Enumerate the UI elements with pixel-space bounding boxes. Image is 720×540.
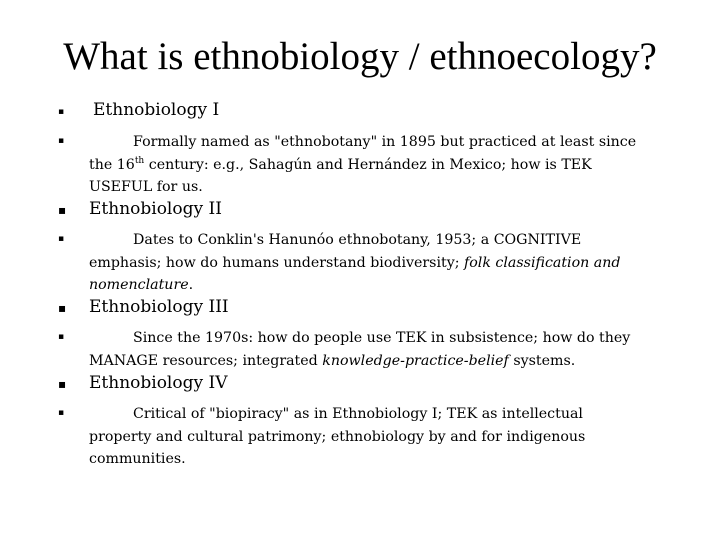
bullet-icon: ▪	[58, 234, 65, 244]
section-body: Critical of "biopiracy" as in Ethnobiology I; TEK as intellectual property and cultural patrimony; ethnobiology by and for indigenous communities.	[89, 406, 586, 467]
bullet-icon: ▪	[58, 107, 65, 117]
bullet-icon: ▪	[58, 377, 67, 391]
bullet-icon: ▪	[58, 203, 67, 217]
section-heading: Ethnobiology III	[89, 297, 229, 317]
section-heading: Ethnobiology IV	[89, 373, 228, 393]
bullet-icon: ▪	[58, 408, 65, 418]
section-body: Dates to Conklin's Hanunóo ethnobotany, 1953; a COGNITIVE emphasis; how do humans understand biodiversity; folk classification and nomenclature.	[89, 232, 621, 293]
bullet-icon: ▪	[58, 136, 65, 146]
bullet-icon: ▪	[58, 332, 65, 342]
section-body: Formally named as "ethnobotany" in 1895 but practiced at least since the 16th century: e.g., Sahagún and Hernández in Mexico; how is TEK USEFUL for us.	[89, 134, 637, 195]
section-heading: Ethnobiology II	[89, 199, 222, 219]
section-body: Since the 1970s: how do people use TEK in subsistence; how do they MANAGE resources; integrated knowledge-practice-belief systems.	[89, 330, 631, 369]
slide-title: What is ethnobiology / ethnoecology?	[63, 35, 657, 78]
bullet-icon: ▪	[58, 301, 67, 315]
section-heading: Ethnobiology I	[93, 100, 220, 120]
